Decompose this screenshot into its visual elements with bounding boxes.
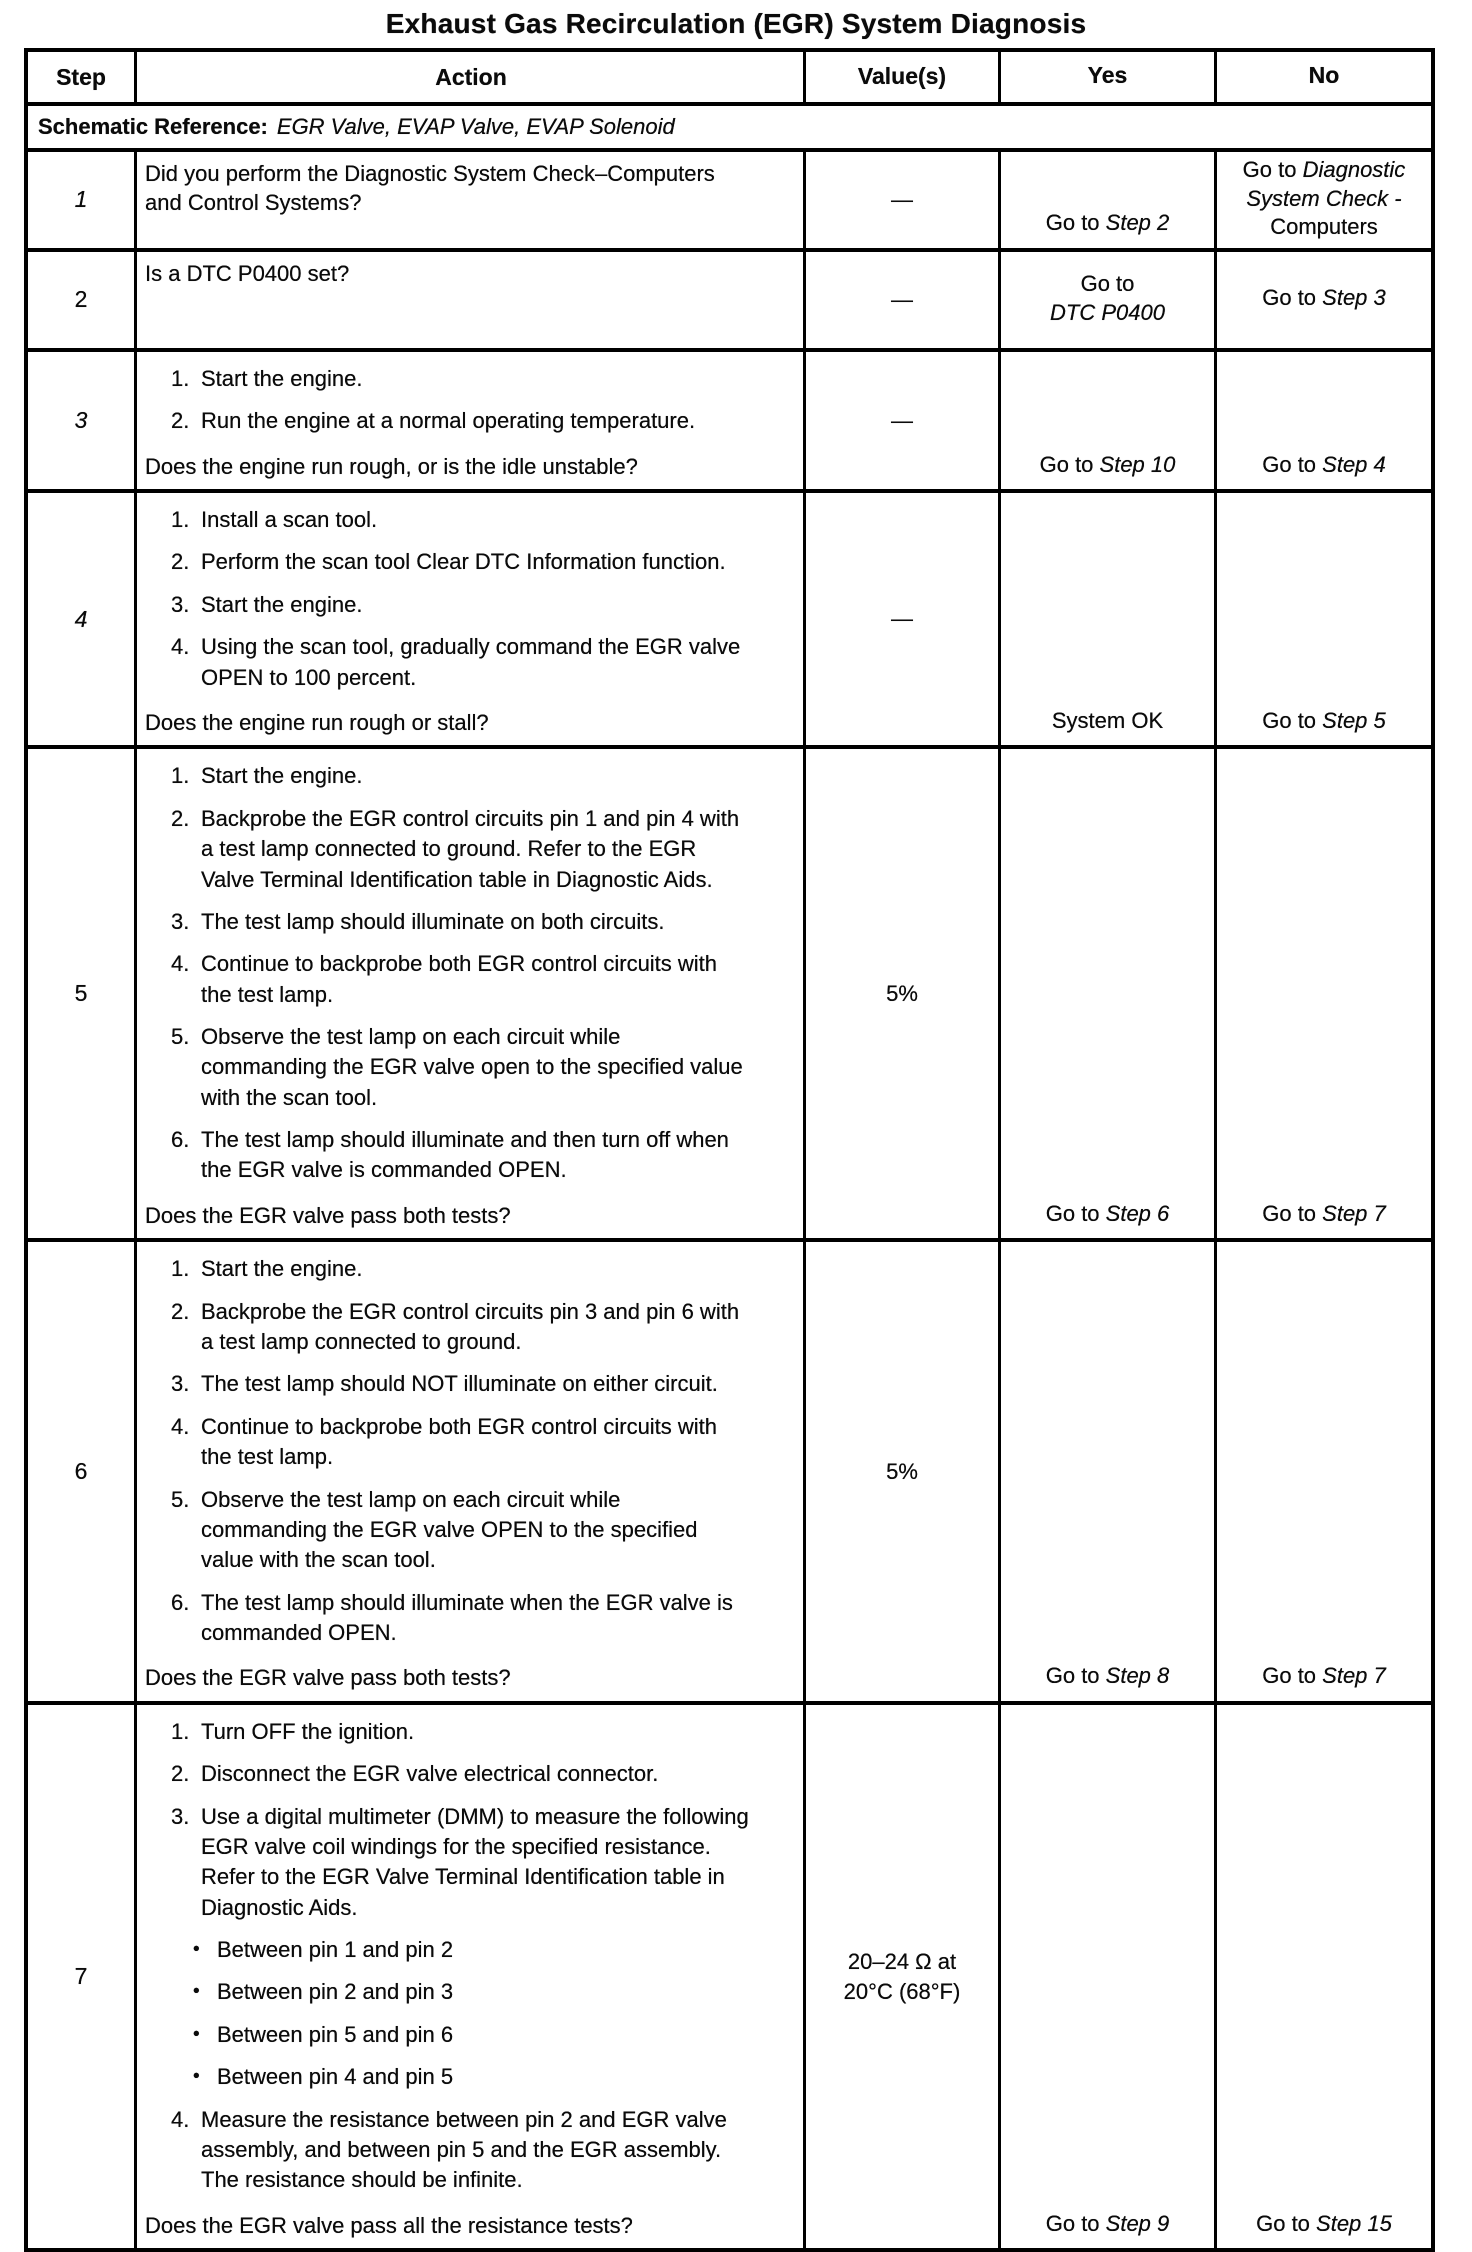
no-cell	[1214, 152, 1431, 248]
action-cell	[134, 493, 803, 745]
action-item: 5. Observe the test lamp on each circuit while commanding the EGR valve OPEN to the specified value with the scan tool.	[171, 1486, 698, 1573]
action-item: 4. Continue to backprobe both EGR control circuits with the test lamp.	[171, 951, 718, 1007]
step-cell: 3	[74, 406, 88, 433]
result-text: System OK	[1051, 707, 1164, 733]
no-cell	[1214, 352, 1431, 489]
goto-text: Go to Step 9	[1045, 2210, 1170, 2236]
schematic-reference-label: Schematic Reference:	[38, 114, 268, 139]
action-bullet-item: • Between pin 2 and pin 3	[193, 1979, 454, 2005]
goto-text: Go to Step 7	[1262, 1200, 1386, 1226]
value-cell: —	[803, 352, 998, 489]
step-cell: 5	[74, 980, 88, 1007]
header-yes: Yes	[998, 52, 1214, 102]
action-intro: Is a DTC P0400 set?	[145, 260, 350, 286]
goto-text: Go to Step 15	[1256, 2210, 1392, 2236]
action-item: 3. Start the engine.	[171, 591, 363, 617]
action-item: 5. Observe the test lamp on each circuit while commanding the EGR valve open to the specified value with the scan tool.	[171, 1024, 743, 1110]
table-row-step-4	[28, 489, 1431, 745]
action-cell	[134, 749, 803, 1238]
action-item: 2. Disconnect the EGR valve electrical connector.	[171, 1761, 659, 1787]
value-cell: —	[803, 493, 998, 745]
no-cell	[1214, 252, 1431, 348]
action-item: 1. Install a scan tool.	[171, 507, 378, 533]
diagnosis-table	[24, 48, 1435, 2252]
action-cell	[134, 352, 803, 489]
table-row-step-7	[28, 1701, 1431, 2248]
value-line-1: 20–24 Ω at	[847, 1948, 957, 1974]
no-cell	[1214, 749, 1431, 1238]
action-item: 2. Backprobe the EGR control circuits pin 3 and pin 6 with a test lamp connected to ground.	[171, 1298, 740, 1355]
action-cell	[134, 1705, 803, 2248]
action-item: 3. The test lamp should NOT illuminate on either circuit.	[171, 1371, 718, 1397]
yes-cell	[998, 1705, 1214, 2248]
action-cell	[134, 152, 803, 248]
goto-text: Go to Step 6	[1045, 1200, 1170, 1226]
action-intro: Did you perform the Diagnostic System Check–Computers and Control Systems?	[145, 161, 715, 215]
action-item: 3. The test lamp should illuminate on both circuits.	[171, 908, 665, 934]
action-question: Does the engine run rough or stall?	[145, 709, 489, 735]
action-question: Does the EGR valve pass both tests?	[145, 1665, 511, 1691]
goto-text: Go to Step 8	[1045, 1663, 1170, 1689]
table-row-step-5	[28, 745, 1431, 1238]
action-bullet-item: • Between pin 1 and pin 2	[193, 1937, 454, 1963]
action-bullet-item: • Between pin 4 and pin 5	[193, 2064, 454, 2090]
goto-text: Go to Diagnostic System Check - Computers	[1242, 157, 1406, 240]
action-item: 3. Use a digital multimeter (DMM) to measure the following EGR valve coil windings for the specified resistance. Refer to the EGR Valve Terminal Identification table in Diagnostic Aids.	[171, 1803, 749, 1920]
action-item: 1. Start the engine.	[171, 1256, 363, 1282]
action-item: 2. Backprobe the EGR control circuits pin 1 and pin 4 with a test lamp connected to ground. Refer to the EGR Valve Terminal Identification table in Diagnostic Aids.	[171, 805, 740, 892]
value-line-2: 20°C (68°F)	[843, 1978, 961, 2004]
value-cell: —	[803, 152, 998, 248]
table-row-step-2	[28, 248, 1431, 348]
no-cell	[1214, 1705, 1431, 2248]
action-question: Does the EGR valve pass all the resistance tests?	[145, 2212, 633, 2238]
goto-text: Go to Step 2	[1045, 210, 1170, 236]
step-cell: 2	[74, 286, 88, 313]
action-item: 4. Measure the resistance between pin 2 and EGR valve assembly, and between pin 5 and the EGR assembly. The resistance should be infinite.	[171, 2106, 727, 2193]
action-item: 4. Continue to backprobe both EGR control circuits with the test lamp.	[171, 1413, 718, 1470]
action-bullet-item: • Between pin 5 and pin 6	[193, 2021, 454, 2047]
schematic-reference-row	[28, 102, 1431, 148]
action-item: 6. The test lamp should illuminate when the EGR valve is commanded OPEN.	[171, 1589, 733, 1645]
header-no: No	[1214, 52, 1431, 102]
action-item: 1. Start the engine.	[171, 365, 363, 391]
value-cell: —	[803, 252, 998, 348]
table-row-step-1	[28, 148, 1431, 248]
goto-text: Go to DTC P0400	[1050, 271, 1165, 325]
header-step: Step	[56, 63, 106, 90]
action-cell	[134, 1242, 803, 1701]
yes-cell	[998, 1242, 1214, 1701]
goto-text: Go to Step 3	[1262, 285, 1386, 311]
schematic-reference-list: EGR Valve, EVAP Valve, EVAP Solenoid	[276, 114, 675, 139]
goto-text: Go to Step 10	[1039, 451, 1176, 477]
yes-cell	[998, 749, 1214, 1238]
step-cell: 1	[74, 186, 88, 213]
step-cell: 7	[74, 1963, 88, 1990]
goto-text: Go to Step 5	[1262, 707, 1386, 733]
action-item: 4. Using the scan tool, gradually command the EGR valve OPEN to 100 percent.	[171, 634, 741, 690]
yes-cell	[998, 493, 1214, 745]
page-title: Exhaust Gas Recirculation (EGR) System Diagnosis	[385, 8, 1087, 39]
yes-cell	[998, 152, 1214, 248]
header-values: Value(s)	[803, 52, 998, 102]
table-row-step-3	[28, 348, 1431, 489]
action-item: 6. The test lamp should illuminate and then turn off when the EGR valve is commanded OPEN.	[171, 1127, 729, 1183]
action-item: 2. Run the engine at a normal operating temperature.	[171, 408, 696, 434]
step-cell: 6	[74, 1458, 88, 1485]
action-question: Does the engine run rough, or is the idle unstable?	[145, 453, 638, 479]
action-question: Does the EGR valve pass both tests?	[145, 1202, 511, 1228]
action-item: 1. Start the engine.	[171, 763, 363, 789]
action-item: 1. Turn OFF the ignition.	[171, 1718, 415, 1744]
step-cell: 4	[74, 605, 88, 632]
no-cell	[1214, 493, 1431, 745]
header-action: Action	[134, 52, 803, 102]
schematic-reference-cell	[28, 106, 1431, 148]
value-cell: 5%	[803, 749, 998, 1238]
goto-text: Go to Step 7	[1262, 1663, 1386, 1689]
table-header-row	[28, 52, 1431, 102]
value-cell	[803, 1705, 998, 2248]
action-item: 2. Perform the scan tool Clear DTC Information function.	[171, 549, 726, 575]
yes-cell	[998, 352, 1214, 489]
goto-text: Go to Step 4	[1262, 451, 1386, 477]
action-cell	[134, 252, 803, 348]
value-cell: 5%	[803, 1242, 998, 1701]
yes-cell	[998, 252, 1214, 348]
table-row-step-6	[28, 1238, 1431, 1701]
no-cell	[1214, 1242, 1431, 1701]
